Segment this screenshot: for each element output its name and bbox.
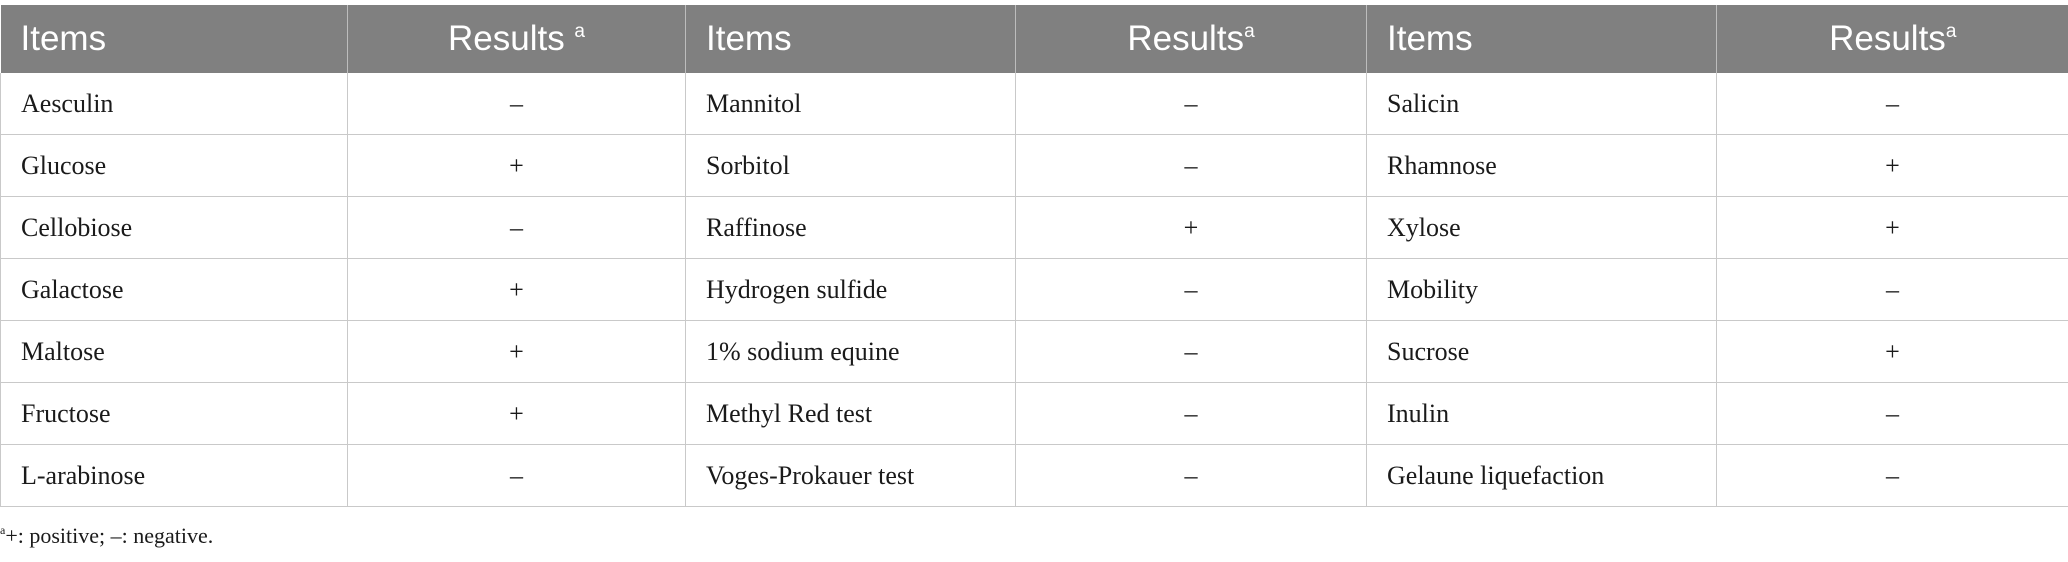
item-name-cell: Gelaune liquefaction: [1367, 445, 1717, 507]
biochemical-results-table: [0, 5, 2068, 507]
results-table-container: [0, 5, 2068, 507]
result-cell: –: [1717, 445, 2068, 507]
header-results: [1717, 5, 2068, 73]
header-footnote-marker: a: [1244, 21, 1255, 42]
header-label: Results: [1829, 19, 1946, 58]
result-cell: +: [1717, 135, 2068, 197]
footnote-text: +: positive; –: negative.: [5, 523, 214, 548]
result-cell: –: [1016, 135, 1367, 197]
result-cell: +: [348, 135, 686, 197]
result-cell: –: [1016, 259, 1367, 321]
item-name-cell: Methyl Red test: [686, 383, 1016, 445]
table-row: [1, 259, 2068, 321]
result-cell: –: [348, 73, 686, 135]
result-cell: –: [1016, 445, 1367, 507]
item-name-cell: Xylose: [1367, 197, 1717, 259]
header-label: Items: [1387, 19, 1473, 58]
item-name-cell: L-arabinose: [1, 445, 348, 507]
table-body: [1, 73, 2068, 507]
result-cell: +: [348, 259, 686, 321]
header-items: [686, 5, 1016, 73]
table-row: [1, 383, 2068, 445]
result-cell: +: [1717, 321, 2068, 383]
item-name-cell: Hydrogen sulfide: [686, 259, 1016, 321]
result-cell: +: [1717, 197, 2068, 259]
item-name-cell: Glucose: [1, 135, 348, 197]
header-footnote-marker: a: [1945, 21, 1957, 42]
table-row: [1, 321, 2068, 383]
result-cell: –: [348, 445, 686, 507]
result-cell: –: [1717, 259, 2068, 321]
item-name-cell: Galactose: [1, 259, 348, 321]
item-name-cell: Mobility: [1367, 259, 1717, 321]
item-name-cell: Rhamnose: [1367, 135, 1717, 197]
header-results: [1016, 5, 1367, 73]
header-label: Items: [20, 19, 107, 58]
header-row: [1, 5, 2068, 73]
item-name-cell: Mannitol: [686, 73, 1016, 135]
item-name-cell: Raffinose: [686, 197, 1016, 259]
header-items: [1, 5, 348, 73]
header-results: [348, 5, 686, 73]
table-row: [1, 197, 2068, 259]
item-name-cell: Aesculin: [1, 73, 348, 135]
result-cell: +: [348, 383, 686, 445]
item-name-cell: Salicin: [1367, 73, 1717, 135]
result-cell: +: [1016, 197, 1367, 259]
result-cell: +: [348, 321, 686, 383]
table-row: [1, 73, 2068, 135]
item-name-cell: Sucrose: [1367, 321, 1717, 383]
item-name-cell: Voges-Prokauer test: [686, 445, 1016, 507]
result-cell: –: [1016, 73, 1367, 135]
header-footnote-marker: a: [574, 21, 585, 42]
table-row: [1, 445, 2068, 507]
header-label: Results: [1127, 19, 1245, 58]
result-cell: –: [348, 197, 686, 259]
table-footnote: [0, 523, 213, 549]
result-cell: –: [1016, 383, 1367, 445]
header-label: Items: [706, 19, 792, 58]
item-name-cell: Maltose: [1, 321, 348, 383]
item-name-cell: 1% sodium equine: [686, 321, 1016, 383]
item-name-cell: Fructose: [1, 383, 348, 445]
result-cell: –: [1717, 383, 2068, 445]
item-name-cell: Sorbitol: [686, 135, 1016, 197]
footnote-marker: a: [0, 523, 6, 537]
result-cell: –: [1717, 73, 2068, 135]
table-header: [1, 5, 2068, 73]
header-label: Results: [447, 19, 575, 58]
item-name-cell: Cellobiose: [1, 197, 348, 259]
result-cell: –: [1016, 321, 1367, 383]
table-row: [1, 135, 2068, 197]
item-name-cell: Inulin: [1367, 383, 1717, 445]
header-items: [1367, 5, 1717, 73]
